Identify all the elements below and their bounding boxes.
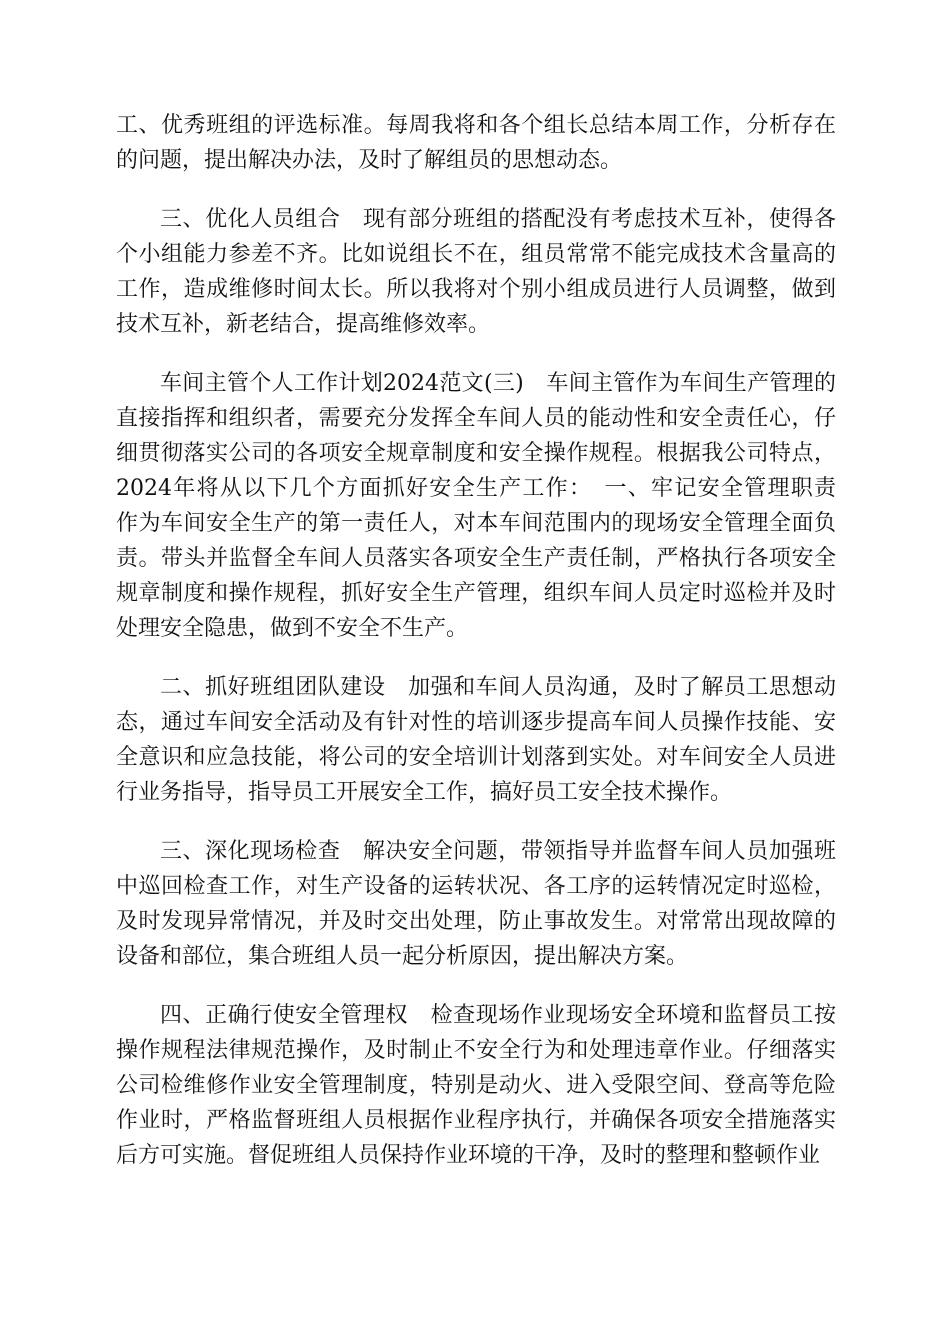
paragraph-continuation: 工、优秀班组的评选标准。每周我将和各个组长总结本周工作，分析存在的问题，提出解决办法，及时了解组员的思想动态。 (116, 113, 836, 173)
paragraph-plan-three: 车间主管个人工作计划2024范文(三) 车间主管作为车间生产管理的直接指挥和组织者，需要充分发挥全车间人员的能动性和安全责任心，仔细贯彻落实公司的各项安全规章制度和安全操作规程。根据我公司特点，2024年将从以下几个方面抓好安全生产工作： 一、牢记安全管理职责 作为车间安全生产的第一责任人，对本车间范围内的现场安全管理全面负责。带头并监督全车间人员落实各项安全生产责任制，严格执行各项安全规章制度和操作规程，抓好安全生产管理，组织车间人员定时巡检并及时处理安全隐患，做到不安全不生产。 (116, 371, 859, 641)
document-page (116, 108, 859, 1173)
paragraph-optimize-staffing: 三、优化人员组合 现有部分班组的搭配没有考虑技术互补，使得各个小组能力参差不齐。比如说组长不在，组员常常不能完成技术含量高的工作，造成维修时间太长。所以我将对个别小组成员进行人员调整，做到技术互补，新老结合，提高维修效率。 (116, 207, 836, 337)
paragraph-team-building: 二、抓好班组团队建设 加强和车间人员沟通，及时了解员工思想动态，通过车间安全活动及有针对性的培训逐步提高车间人员操作技能、安全意识和应急技能，将公司的安全培训计划落到实处。对车间安全人员进行业务指导，指导员工开展安全工作，搞好员工安全技术操作。 (116, 675, 836, 805)
paragraph-safety-authority: 四、正确行使安全管理权 检查现场作业现场安全环境和监督员工按操作规程法律规范操作，及时制止不安全行为和处理违章作业。仔细落实公司检维修作业安全管理制度，特别是动火、进入受限空间、登高等危险作业时，严格监督班组人员根据作业程序执行，并确保各项安全措施落实后方可实施。督促班组人员保持作业环境的干净，及时的整理和整顿作业 (116, 1003, 836, 1168)
paragraph-site-inspection: 三、深化现场检查 解决安全问题，带领指导并监督车间人员加强班中巡回检查工作，对生产设备的运转状况、各工序的运转情况定时巡检，及时发现异常情况，并及时交出处理，防止事故发生。对常常出现故障的设备和部位，集合班组人员一起分析原因，提出解决方案。 (116, 839, 836, 969)
